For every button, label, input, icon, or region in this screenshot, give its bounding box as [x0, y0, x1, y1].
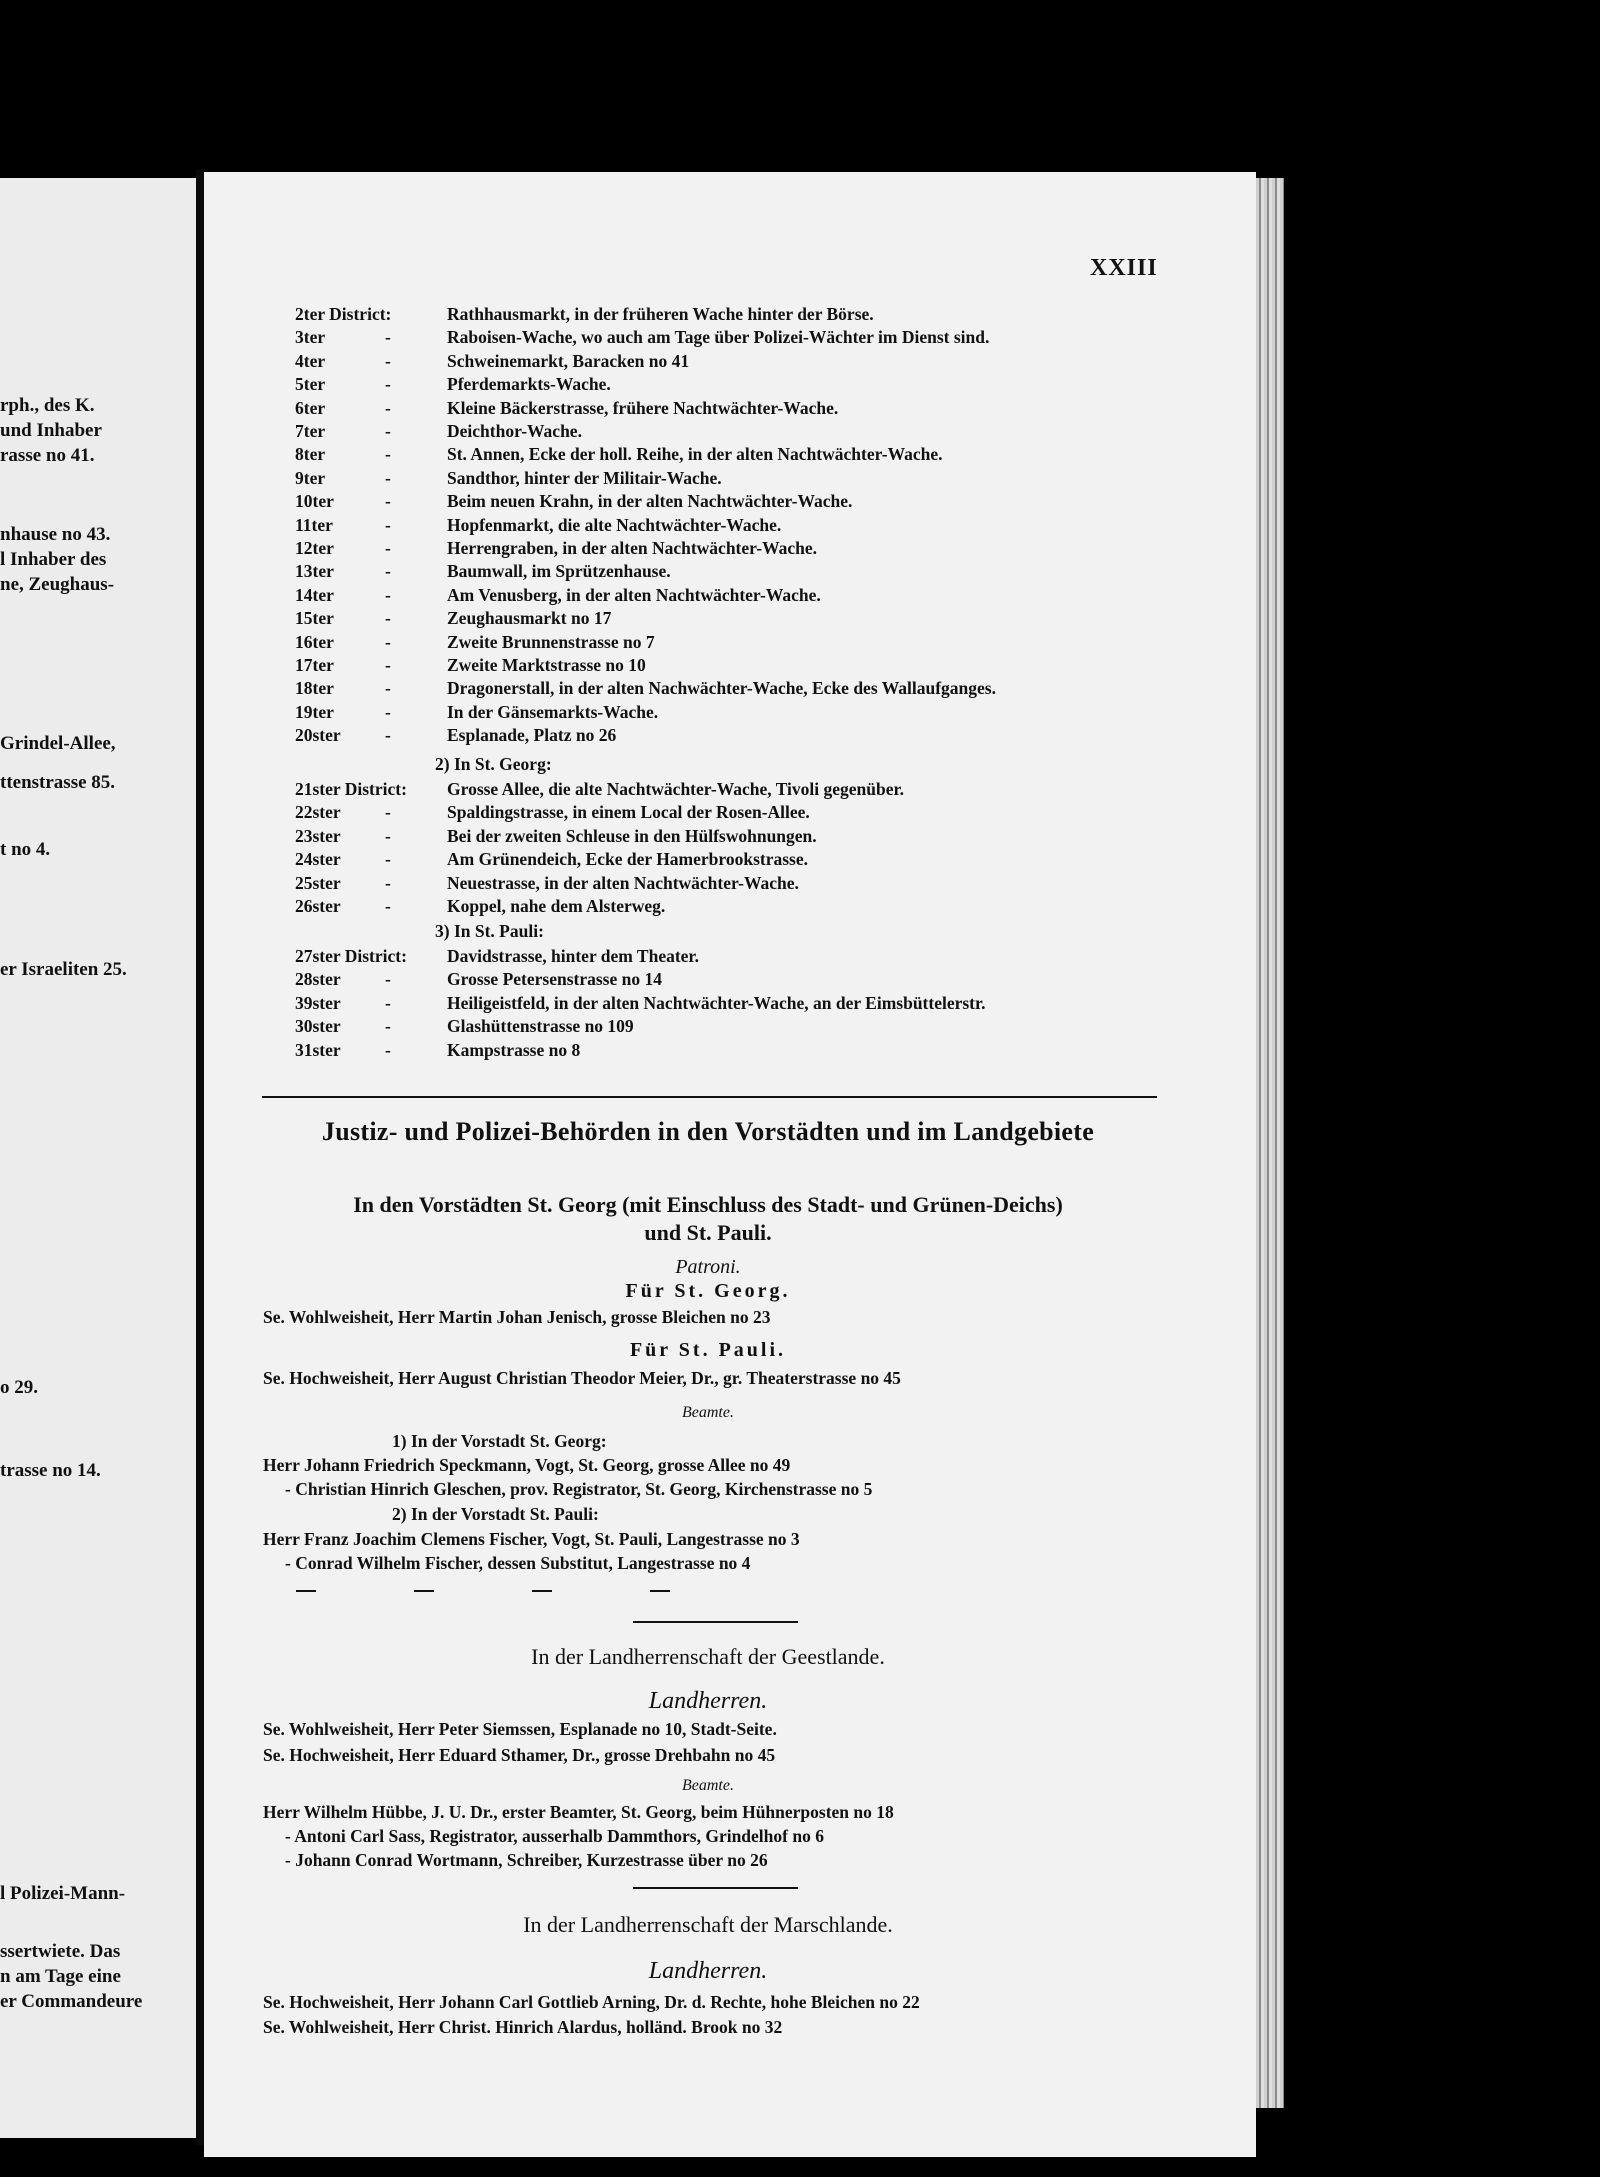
district-label: 31ster: [295, 1039, 341, 1060]
district-location: Sandthor, hinter der Militair-Wache.: [447, 467, 722, 488]
official-entry: - Christian Hinrich Gleschen, prov. Registrator, St. Georg, Kirchenstrasse no 5: [285, 1479, 873, 1499]
district-location: Davidstrasse, hinter dem Theater.: [447, 946, 699, 966]
dash-mark: [650, 1590, 670, 1592]
district-label: 27ster District:: [295, 946, 407, 966]
district-label: 30ster: [295, 1016, 341, 1037]
district-location: Grosse Allee, die alte Nachtwächter-Wache, Tivoli gegenüber.: [447, 779, 905, 799]
official-entry: Herr Johann Friedrich Speckmann, Vogt, St. Georg, grosse Allee no 49: [263, 1455, 791, 1475]
district-label: 14ter: [295, 584, 334, 605]
left-fragment: nhause no 43.: [0, 524, 111, 545]
ditto-dash: -: [385, 327, 391, 348]
ditto-dash: -: [385, 608, 391, 629]
landherr-entry: Se. Wohlweisheit, Herr Peter Siemssen, Esplanade no 10, Stadt-Seite.: [263, 1719, 777, 1739]
landherren-label: Landherren.: [648, 1958, 768, 1984]
ditto-dash: -: [385, 467, 391, 488]
left-fragment: trasse no 14.: [0, 1460, 101, 1481]
patroni-label: Patroni.: [675, 1256, 741, 1278]
ditto-dash: -: [385, 802, 391, 823]
landherr-entry: Se. Wohlweisheit, Herr Christ. Hinrich Alardus, holländ. Brook no 32: [263, 2017, 783, 2037]
subsection-heading-line-2: und St. Pauli.: [644, 1220, 772, 1245]
page-number: XXIII: [1090, 255, 1158, 281]
vorstadt-st-georg-heading: 1) In der Vorstadt St. Georg:: [392, 1431, 607, 1451]
district-label: 12ter: [295, 538, 334, 558]
ditto-dash: -: [385, 992, 391, 1013]
left-fragment: ttenstrasse 85.: [0, 772, 116, 793]
official-entry: - Antoni Carl Sass, Registrator, ausserhalb Dammthors, Grindelhof no 6: [285, 1826, 824, 1846]
left-fragment: ne, Zeughaus-: [0, 574, 115, 595]
ditto-dash: -: [385, 631, 391, 652]
dash-mark: [414, 1590, 434, 1592]
dash-mark: [296, 1590, 316, 1592]
ditto-dash: -: [385, 421, 391, 441]
left-fragment: o 29.: [0, 1377, 38, 1398]
district-label: 10ter: [295, 491, 334, 512]
left-facing-page: [0, 178, 199, 2138]
district-label: 25ster: [295, 872, 341, 893]
landherren-label: Landherren.: [648, 1688, 768, 1714]
official-entry: - Conrad Wilhelm Fischer, dessen Substitut, Langestrasse no 4: [285, 1553, 751, 1573]
district-location: Heiligeistfeld, in der alten Nachtwächter-Wache, an der Eimsbüttelerstr.: [447, 992, 986, 1013]
district-location: Kleine Bäckerstrasse, frühere Nachtwächter-Wache.: [447, 397, 839, 418]
short-divider: [633, 1621, 798, 1623]
district-location: Baumwall, im Sprützenhause.: [447, 561, 671, 582]
ditto-dash: -: [385, 350, 391, 371]
district-label: 2ter District:: [295, 304, 392, 324]
subheading-st-georg: 2) In St. Georg:: [435, 754, 552, 774]
district-location: Esplanade, Platz no 26: [447, 725, 617, 746]
left-fragment: ssertwiete. Das: [0, 1941, 121, 1962]
landherr-entry: Se. Hochweisheit, Herr Eduard Sthamer, Dr., grosse Drehbahn no 45: [263, 1745, 776, 1765]
ditto-dash: -: [385, 1039, 391, 1060]
left-fragment: er Israeliten 25.: [0, 959, 127, 980]
district-location: Zweite Brunnenstrasse no 7: [447, 631, 655, 652]
district-location: In der Gänsemarkts-Wache.: [447, 701, 659, 722]
dash-mark: [532, 1590, 552, 1592]
district-label: 23ster: [295, 825, 341, 846]
short-divider: [633, 1887, 798, 1889]
ditto-dash: -: [385, 655, 391, 675]
district-label: 22ster: [295, 802, 341, 823]
ditto-dash: -: [385, 491, 391, 512]
district-location: Zeughausmarkt no 17: [447, 608, 612, 629]
district-label: 5ter: [295, 374, 326, 395]
district-location: Herrengraben, in der alten Nachtwächter-Wache.: [447, 538, 818, 558]
section-divider: [262, 1096, 1157, 1098]
district-location: Hopfenmarkt, die alte Nachtwächter-Wache.: [447, 514, 782, 535]
section-heading: Justiz- und Polizei-Behörden in den Vorstädten und im Landgebiete: [321, 1117, 1095, 1146]
district-label: 6ter: [295, 397, 326, 418]
left-fragment: t no 4.: [0, 839, 51, 860]
ditto-dash: -: [385, 896, 391, 916]
district-location: Kampstrasse no 8: [447, 1039, 581, 1060]
ditto-dash: -: [385, 444, 391, 465]
fuer-st-pauli-label: Für St. Pauli.: [629, 1339, 787, 1361]
district-label: 4ter: [295, 350, 326, 371]
ditto-dash: -: [385, 514, 391, 535]
district-label: 21ster District:: [295, 779, 407, 799]
district-label: 11ter: [295, 514, 333, 535]
district-location: Am Grünendeich, Ecke der Hamerbrookstrasse.: [447, 849, 808, 870]
patron-st-georg: Se. Wohlweisheit, Herr Martin Johan Jenisch, grosse Bleichen no 23: [263, 1307, 771, 1327]
district-label: 24ster: [295, 849, 341, 870]
ditto-dash: -: [385, 725, 391, 746]
district-location: Zweite Marktstrasse no 10: [447, 655, 646, 675]
district-label: 39ster: [295, 992, 341, 1013]
ditto-dash: -: [385, 678, 391, 699]
left-fragment: er Commandeure: [0, 1991, 143, 2012]
left-fragment: rph., des K.: [0, 395, 95, 416]
subsection-heading-line-1: In den Vorstädten St. Georg (mit Einschluss des Stadt- und Grünen-Deichs): [353, 1192, 1063, 1217]
ditto-dash: -: [385, 1016, 391, 1037]
subheading-st-pauli: 3) In St. Pauli:: [435, 921, 544, 941]
ditto-dash: -: [385, 969, 391, 990]
landherr-entry: Se. Hochweisheit, Herr Johann Carl Gottlieb Arning, Dr. d. Rechte, hohe Bleichen no 22: [263, 1992, 920, 2012]
left-fragment: n am Tage eine: [0, 1966, 121, 1987]
official-entry: Herr Franz Joachim Clemens Fischer, Vogt, St. Pauli, Langestrasse no 3: [263, 1529, 800, 1549]
fuer-st-georg-label: Für St. Georg.: [625, 1280, 791, 1302]
district-location: Grosse Petersenstrasse no 14: [447, 969, 662, 990]
district-label: 20ster: [295, 725, 341, 746]
official-entry: Herr Wilhelm Hübbe, J. U. Dr., erster Beamter, St. Georg, beim Hühnerposten no 18: [263, 1802, 894, 1822]
district-location: Deichthor-Wache.: [447, 421, 582, 441]
ditto-dash: -: [385, 584, 391, 605]
ditto-dash: -: [385, 374, 391, 395]
district-location: Neuestrasse, in der alten Nachtwächter-Wache.: [447, 872, 799, 893]
ditto-dash: -: [385, 849, 391, 870]
vorstadt-st-pauli-heading: 2) In der Vorstadt St. Pauli:: [392, 1504, 599, 1524]
district-label: 3ter: [295, 327, 326, 348]
district-location: Rathhausmarkt, in der früheren Wache hinter der Börse.: [447, 304, 874, 324]
district-label: 18ter: [295, 678, 334, 699]
ditto-dash: -: [385, 561, 391, 582]
district-location: Schweinemarkt, Baracken no 41: [447, 350, 690, 371]
district-label: 9ter: [295, 467, 326, 488]
district-label: 7ter: [295, 421, 326, 441]
district-location: Bei der zweiten Schleuse in den Hülfswohnungen.: [447, 825, 817, 846]
ditto-dash: -: [385, 701, 391, 722]
district-label: 13ter: [295, 561, 334, 582]
district-location: Pferdemarkts-Wache.: [447, 374, 611, 395]
district-label: 15ter: [295, 608, 334, 629]
district-location: Dragonerstall, in der alten Nachwächter-Wache, Ecke des Wallaufganges.: [447, 678, 996, 699]
page-edge-stack: [1256, 178, 1284, 2108]
district-location: Glashüttenstrasse no 109: [447, 1016, 634, 1037]
left-fragment: l Inhaber des: [0, 549, 107, 570]
district-location: Spaldingstrasse, in einem Local der Rosen-Allee.: [447, 802, 810, 823]
district-label: 19ter: [295, 701, 334, 722]
district-label: 16ter: [295, 631, 334, 652]
district-location: Am Venusberg, in der alten Nachtwächter-Wache.: [447, 584, 821, 605]
district-label: 8ter: [295, 444, 326, 465]
district-location: Raboisen-Wache, wo auch am Tage über Polizei-Wächter im Dienst sind.: [447, 327, 990, 348]
beamte-label: Beamte.: [682, 1777, 734, 1794]
ditto-dash: -: [385, 397, 391, 418]
district-label: 17ter: [295, 655, 334, 675]
marschlande-heading: In der Landherrenschaft der Marschlande.: [523, 1912, 893, 1937]
district-location: St. Annen, Ecke der holl. Reihe, in der alten Nachtwächter-Wache.: [447, 444, 943, 465]
left-fragment: und Inhaber: [0, 420, 102, 441]
district-label: 28ster: [295, 969, 341, 990]
official-entry: - Johann Conrad Wortmann, Schreiber, Kurzestrasse über no 26: [285, 1850, 768, 1870]
geestlande-heading: In der Landherrenschaft der Geestlande.: [531, 1644, 885, 1669]
book-gutter: [196, 170, 204, 2145]
patron-st-pauli: Se. Hochweisheit, Herr August Christian Theodor Meier, Dr., gr. Theaterstrasse no 45: [263, 1368, 901, 1388]
left-fragment: rasse no 41.: [0, 445, 95, 466]
ditto-dash: -: [385, 825, 391, 846]
beamte-label: Beamte.: [682, 1404, 734, 1421]
ditto-dash: -: [385, 872, 391, 893]
district-location: Beim neuen Krahn, in der alten Nachtwächter-Wache.: [447, 491, 853, 512]
left-fragment: l Polizei-Mann-: [0, 1883, 126, 1904]
left-fragment: Grindel-Allee,: [0, 733, 116, 754]
district-label: 26ster: [295, 896, 341, 916]
ditto-dash: -: [385, 538, 391, 558]
district-location: Koppel, nahe dem Alsterweg.: [447, 896, 666, 916]
